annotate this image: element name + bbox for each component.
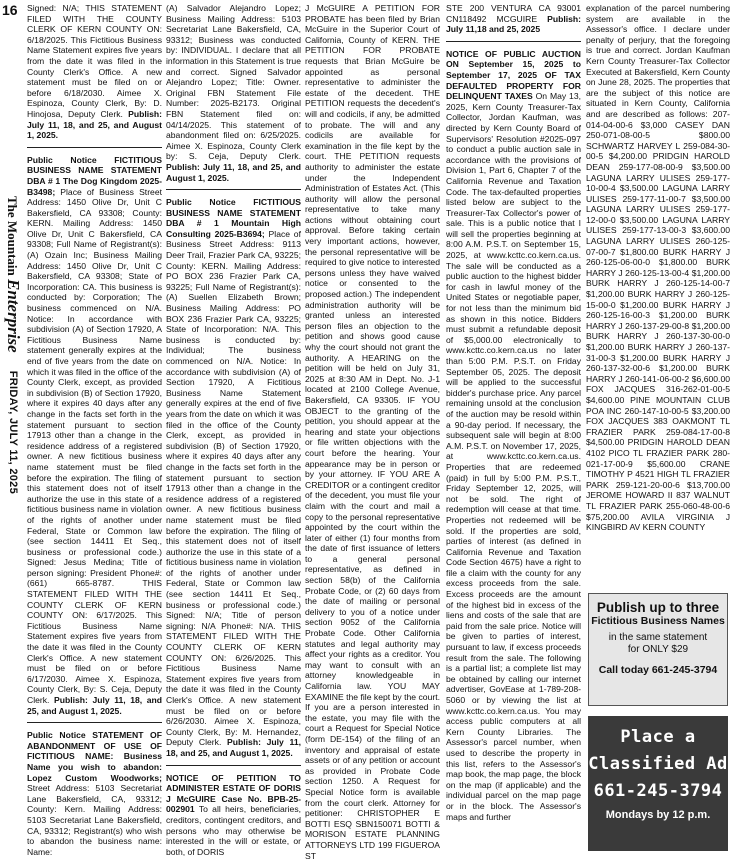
masthead-spine <box>2 110 24 580</box>
notice-bold-text: Public Notice STATEMENT OF ABANDONMENT OF USE OF FICTITIOUS NAME: Business Name you wish to abandon: Lopez Custom Woodworks; <box>27 730 162 783</box>
ad-headline: Publish up to three <box>596 600 720 615</box>
notice-divider <box>446 41 581 42</box>
legal-notice <box>27 730 162 857</box>
masthead-name-small: The Mountain <box>5 195 20 276</box>
notice-text: J McGUIRE A PETITION FOR PROBATE has been filed by Brian McGuire in the Superior Court of California, County of KERN. THE PETITION FOR PROBATE requests that Brian McGuire be appointed as personal representative to administer the estate of the decedent. THE PETITION requests the decedent's will and codicils, if any, be admitted to probate. The will and any codicils are available for examination in the file kept by the court. THE PETITION requests authority to administer the estate under the Independent Administration of Estates Act. (This authority will allow the personal representative to take many actions without obtaining court approval. Before taking certain very important actions, however, the personal representative will be required to give notice to interested persons unless they have waived notice or consented to the proposed action.) The independent administration authority will be granted unless an interested person files an objection to the petition and shows good cause why the court should not grant the authority. A HEARING on the petition will be held on July 31, 2025 at 8:30 AM in Dept. No. J-1 located at 2100 College Avenue, Bakersfield, CA 93305. IF YOU OBJECT to the granting of the petition, you should appear at the hearing and state your objections or file written objections with the court before the hearing. Your appearance may be in person or by your attorney. IF YOU ARE A CREDITOR or a contingent creditor of the decedent, you must file your claim with the court and mail a copy to the personal representative appointed by the court within the later of either (1) four months from the date of first issuance of letters to a general personal representative, as defined in section 58(b) of the California Probate Code, or (2) 60 days from the date of mailing or personal delivery to you of a notice under section 9052 of the California Probate Code. Other California statutes and legal authority may affect your rights as a creditor. You may want to consult with an attorney knowledgeable in California law. YOU MAY EXAMINE the file kept by the court. If you are a person interested in the estate, you may file with the court a Request for Special Notice (form DE-154) of the filing of an inventory and appraisal of estate assets or of any petition or account as provided in Probate Code section 1250. A Request for Special Notice form is available from the court clerk. Attorney for petitioner: CHRISTOPHER E BOTTI ESQ SBN150071 BOTTI & MORISON ESTATE PLANNING ATTORNEYS LTD 199 FIGUEROA ST <box>305 3 441 861</box>
legal-notice <box>166 773 301 858</box>
classified-deadline: Mondays by 12 p.m. <box>605 809 711 821</box>
masthead-name-large: Enterprise <box>4 279 23 353</box>
notice-bold-text: Publish: July 11, 18, and 25, and August 1, 2025. <box>166 737 301 758</box>
notice-divider <box>27 147 162 148</box>
legal-column-5 <box>586 3 730 558</box>
notice-bold-text: Publish: July 11, 18, and 25, and August 1, 2025. <box>166 161 301 183</box>
notice-text: Place of Business Street Address: 1450 Olive Dr, Unit C Bakersfield, CA 93308; County: KERN. Mailing Address: 1450 Olive Dr, Unit C Bakersfield, CA 93308; Full Name of Registrant(s): (A) Ozain Inc; Business Mailing Address: 1450 Olive Dr, Unit C Bakersfield, CA 93308; State of Incorporation: CA. This business is conducted by: Corporation; The business commenced on N/A. Notice: In accordance with subdivision (A) of Section 17920, A Fictitious Business Name statement generally expires at the end of five years from the date on which it was filed in the office of the County Clerk, except, as provided in subdivision (B) of Section 17920, where it expires 40 days after any change in the facts set forth in the statement pursuant to section 17913 other than a change in the residence address of a registered owner. A new fictitious business name statement must be filed before the expiration. The filing of this statement does not of itself authorize the use in this state of a fictitious business name in violation of the rights of another under Federal, State or Common law (see section 14411 Et Seq., business or professional code.) Signed: Jesus Medina; Title of person signing: President Phone#: (661) 665-8787. THIS STATEMENT FILED WITH THE COUNTY CLERK OF KERN COUNTY ON: 6/17/2025. This Fictitious Business Name Statement expires five years from the date it was filed in the County Clerk's Office. A new statement must be filed on or before 6/17/2030. Aimee X. Espinoza, County Clerk, By: S. Ceja, Deputy Clerk. <box>27 186 162 705</box>
notice-bold-text: NOTICE OF PUBLIC AUCTION ON September 15, 2025 to September 17, 2025 OF TAX DEFAULTED PROPERTY FOR DELINQUENT TAXES <box>446 48 581 102</box>
legal-column-2 <box>166 3 301 857</box>
ad-price: for ONLY $29 <box>627 644 689 655</box>
notice-text: To all heirs, beneficiaries, creditors, contingent creditors, and persons who may otherwise be interested in the will or estate, or both, of DORIS <box>166 804 301 857</box>
notice-text: Street Address: 5103 Secretariat Lane Bakersfield, CA, 93312; County: Kern. Mailing Address: 5103 Secretariat Lane Bakersfield, CA, 93312; Registrant(s) who wish to abandon the business name: Name: <box>27 783 162 857</box>
legal-notice <box>27 155 162 716</box>
notice-text: (A) Salvador Alejandro Lopez; Business Mailing Address: 5103 Secretariat Lane Bakersfield, CA, 93312; Business was conducted by: INDIVIDUAL. I declare that all information in this Statement is true and correct. Signed Salvador Alejandro Lopez; Title: Owner. Original FBN Statement File Number: 2025-B2173. Original FBN Statement filed on: 04/14/2025. This statement of abandonment filed on: 6/25/2025. Aimee X. Espinoza, County Clerk by: S. Ceja, Deputy Clerk. <box>166 3 301 162</box>
legal-column-1 <box>27 3 162 857</box>
classified-line-2: Classified Ad <box>588 754 728 774</box>
masthead-name <box>3 196 23 353</box>
legal-notice <box>446 3 581 35</box>
legal-notice <box>27 3 162 141</box>
notice-bold-text: Public Notice FICTITIOUS BUSINESS NAME STATEMENT DBA # 1 Mountain High Consulting 2025-B3694; <box>166 197 301 239</box>
ad-subtext: in the same statement <box>608 632 708 643</box>
notice-bold-text: Public Notice FICTITIOUS BUSINESS NAME STATEMENT DBA # 1 The Dog Kingdom 2025-B3498; <box>27 154 162 197</box>
legal-notice <box>166 3 301 183</box>
ad-phone: Call today 661-245-3794 <box>598 664 718 676</box>
notice-divider <box>166 189 301 190</box>
notice-bold-text: Publish: July 11, 18, and 25, and August 1, 2025. <box>27 108 162 141</box>
notice-text: On May 13, 2025, Kern County Treasurer-Tax Collector, Jordan Kaufman, was directed by Kern County Board of Supervisors' Resolution #2025-097 to conduct a public auction sale in accordance with the provisions of Division 1, Part 6, Chapter 7 of the California Revenue and Taxation Code. The tax-defaulted properties listed below are subject to the Treasurer-Tax Collector's power of sale. This is a public notice that I will sell the properties beginning at 8:00 A.M. P.S.T. on September 15, 2025, at www.kcttc.co.kern.ca.us. The sale will be conducted as a public auction to the highest bidder for cash in lawful money of the United States or negotiable paper, for not less than the minimum bid as shown in this notice. Bidders must submit a refundable deposit of $5,000.00 electronically to www.kcttc.co.kern.ca.us no later than 5:00 P.M. P.S.T. on Friday September 05, 2025. The deposit will be applied to the successful bidder's purchase price. Any parcel remaining unsold at the conclusion of the auction may be resold within a 90-day period. If necessary, the subsequent sale will begin at 8:00 A.M. P.S.T. on November 17, 2025, at www.kcttc.co.kern.ca.us. Properties that are redeemed (paid) in full by 5:00 P.M. P.S.T., Friday September 12, 2025, will not be sold. The right of redemption will cease at that time. Properties not redeemed will be sold. If the properties are sold, parties of interest (as defined in California Revenue and Taxation Code Section 4675) have a right to file a claim with the county for any excess proceeds from the sale. Excess proceeds are the amount of the highest bid in excess of the liens and costs of the sale that are paid from the sale price. Notice will be given to parties of interest, pursuant to law, if excess proceeds result from the sale. The following is a partial list; a complete list may be obtained by calling our internet advertiser, GovEase at 1-789-208-5060 or by viewing the list at www.kcttc.co.kern.ca.us. You may access public computers at all Kern County Libraries. The Assessor's parcel number, when used to describe the property in this list, refers to the Assessor's map book, the map page, the block on the map (if applicable) and the individual parcel on the map page or in the block. The Assessor's maps and further <box>446 91 581 822</box>
page-number: 16 <box>2 2 18 18</box>
notice-bold-text: Publish: July 11, 18, and 25, and August 1, 2025. <box>27 695 162 716</box>
legal-column-3 <box>305 3 441 861</box>
notice-text: STE 200 VENTURA CA 93001 CN118492 MCGUIRE <box>446 3 581 24</box>
legal-notice <box>166 197 301 758</box>
classified-ad-box <box>588 716 728 851</box>
issue-date: FRIDAY, JULY 11, 2025 <box>7 370 19 495</box>
notice-bold-text: Publish: July 11,18 and 25, 2025 <box>446 13 581 35</box>
legal-notice <box>305 3 440 861</box>
classified-line-1: Place a <box>620 727 696 747</box>
legal-notice <box>446 49 581 822</box>
notice-bold-text: NOTICE OF PETITION TO ADMINISTER ESTATE OF DORIS J McGUIRE Case No. BPB-25-002901 <box>166 772 301 815</box>
legal-column-4 <box>446 3 581 853</box>
notice-divider <box>166 765 301 766</box>
notice-divider <box>27 722 162 723</box>
notice-text: explanation of the parcel numbering system are available in the Assessor's office. I declare under penalty of perjury, that the foregoing is true and correct. Jordan Kaufman Kern County Treasurer-Tax Collector Executed at Bakersfield, Kern County on June 28, 2025. The properties that are the subject of this notice are situated in Kern County, California and are described as follows: 207-014-04-00-6 $3,000 CASEY DAN 250-071-08-00-5 $800.00 SCHWARTZ HARVEY L 259-084-30-00-5 $4,200.00 PRIDGIN HAROLD DEAN 259-177-08-00-9 $3,500.00 LAGUNA LARRY ULISES 259-177-10-00-4 $3,500.00 LAGUNA LARRY ULISES 259-177-11-00-7 $3,500.00 LAGUNA LARRY ULISES 259-177-12-00-0 $3,500.00 LAGUNA LARRY ULISES 259-177-13-00-3 $3,600.00 LAGUNA LARRY ULISES 260-125-07-00-7 $1,800.00 BURK HARRY J 260-125-06-00-0 $1,800.00 BURK HARRY J 260-125-13-00-4 $1,200.00 BURK HARRY J 260-125-14-00-7 $1,200.00 BURK HARRY J 260-125-15-00-0 $1,200.00 BURK HARRY J 260-125-16-00-3 $1,200.00 BURK HARRY J 260-137-29-00-8 $1,200.00 BURK HARRY J 260-137-30-00-0 $1,200.00 BURK HARRY J 260-137-31-00-3 $1,200.00 BURK HARRY J 260-137-32-00-6 $1,200.00 BURK HARRY J 260-141-06-00-2 $6,600.00 FOX JACQUES 316-262-01-00-5 $4,600.00 PINE MOUNTAIN CLUB POA INC 260-147-10-00-5 $3,200.00 FOX JACQUES 383 OAKMONT TL FRAZIER PARK 259-084-17-00-8 $4,500.00 PRIDGIN HAROLD DEAN 4102 PICO TL FRAZIER PARK 280-021-17-00-9 $5,600.00 CRANE TIMOTHY P 4521 HIGH TL FRAZIER PARK 259-121-20-00-6 $13,700.00 JEROME HOWARD II 837 WALNUT TL FRAZIER PARK 255-060-48-00-6 $75,200.00 AVILA VIRGINIA J KINGBIRD AV KERN COUNTY <box>586 3 730 533</box>
notice-text: Signed: N/A; THIS STATEMENT FILED WITH THE COUNTY CLERK OF KERN COUNTY ON: 6/18/2025. This Fictitious Business Name Statement expires five years from the date it was filed in the County Clerk's Office. A new statement must be filed on or before 6/18/2030. Aimee X. Espinoza, County Clerk, By: D. Hinojosa, Deputy Clerk. <box>27 3 162 119</box>
legal-notice <box>586 3 730 533</box>
ad-headline-2: Fictitious Business Names <box>591 615 725 627</box>
fictitious-business-name-ad <box>588 593 728 706</box>
classified-phone: 661-245-3794 <box>593 781 723 801</box>
notice-text: Place of Business Street Address: 9113 Deer Trail, Frazier Park CA, 93225; County: KERN. Mailing Address: PO BOX 236 Frazier Park CA, 93225; Full Name of Registrant(s): (A) Suellen Elizabeth Brown; Business Mailing Address: PO BOX 236 Frazier Park CA, 93225; State of Incorporation: N/A. This business is conducted by: Individual; The business commenced on N/A. Notice: In accordance with subdivision (A) of Section 17920, A Fictitious Business Name Statement generally expires at the end of five years from the date on which it was filed in the office of the County Clerk, except, as provided in subdivision (B) of Section 17920, where it expires 40 days after any change in the facts set forth in the statement pursuant to section 17913 other than a change in the residence address of a registered owner. A new fictitious business name statement must be filed before the expiration. The filing of this statement does not of itself authorize the use in this state of a fictitious business name in violation of the rights of another under Federal, State or Common law (see section 14411 Et Seq., business or professional code.) Signed: N/A; Title of person signing: N/A Phone#: N/A. THIS STATEMENT FILED WITH THE COUNTY CLERK OF KERN COUNTY ON: 6/26/2025. This Fictitious Business Name Statement expires five years from the date it was filed in the County Clerk's Office. A new statement must be filed on or before 6/26/2030. Aimee X. Espinoza, County Clerk, By: M. Hernandez, Deputy Clerk. <box>166 228 301 748</box>
